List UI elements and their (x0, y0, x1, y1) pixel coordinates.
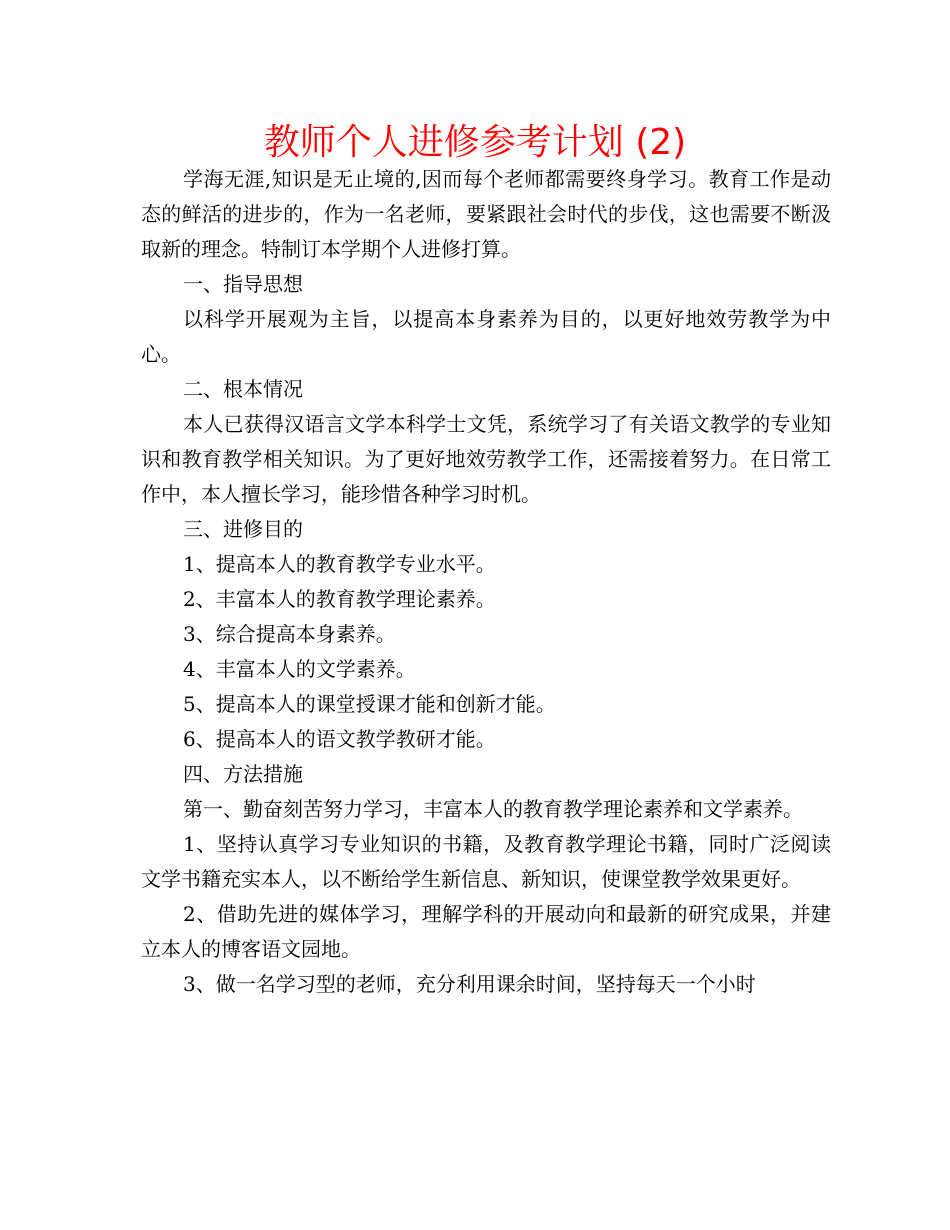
document-title: 教师个人进修参考计划 (2) (263, 122, 687, 163)
list-item-goal-6: 6、提高本人的语文教学教研才能。 (183, 727, 496, 751)
paragraph-intro: 学海无涯,知识是无止境的,因而每个老师都需要终身学习。教育工作是动态的鲜活的进步的，作为一名老师，要紧跟社会时代的步伐，这也需要不断汲取新的理念。特制订本学期个人进修打算。 (141, 167, 831, 261)
list-item-goal-2: 2、丰富本人的教育教学理论素养。 (183, 587, 496, 611)
list-item-goal-4: 4、丰富本人的文学素养。 (183, 657, 416, 681)
paragraph-measure-first: 第一、勤奋刻苦努力学习，丰富本人的教育教学理论素养和文学素养。 (183, 797, 803, 821)
section-heading-basic-situation: 二、根本情况 (183, 377, 303, 401)
document-body (141, 162, 831, 1002)
list-item-goal-3: 3、综合提高本身素养。 (183, 622, 396, 646)
section-heading-guiding-thought: 一、指导思想 (183, 272, 303, 296)
list-item-measure-3: 3、做一名学习型的老师，充分利用课余时间，坚持每天一个小时 (183, 972, 756, 996)
section-heading-measures: 四、方法措施 (183, 762, 303, 786)
list-item-measure-1: 1、坚持认真学习专业知识的书籍，及教育教学理论书籍，同时广泛阅读文学书籍充实本人，以不断给学生新信息、新知识，使课堂教学效果更好。 (141, 832, 831, 891)
list-item-measure-2: 2、借助先进的媒体学习，理解学科的开展动向和最新的研究成果，并建立本人的博客语文园地。 (141, 902, 831, 961)
list-item-goal-1: 1、提高本人的教育教学专业水平。 (183, 552, 496, 576)
paragraph-guiding-thought: 以科学开展观为主旨，以提高本身素养为目的，以更好地效劳教学为中心。 (141, 307, 831, 366)
paragraph-basic-situation: 本人已获得汉语言文学本科学士文凭，系统学习了有关语文教学的专业知识和教育教学相关知识。为了更好地效劳教学工作，还需接着努力。在日常工作中，本人擅长学习，能珍惜各种学习时机。 (141, 412, 831, 506)
section-heading-goals: 三、进修目的 (183, 517, 303, 541)
list-item-goal-5: 5、提高本人的课堂授课才能和创新才能。 (183, 692, 556, 716)
